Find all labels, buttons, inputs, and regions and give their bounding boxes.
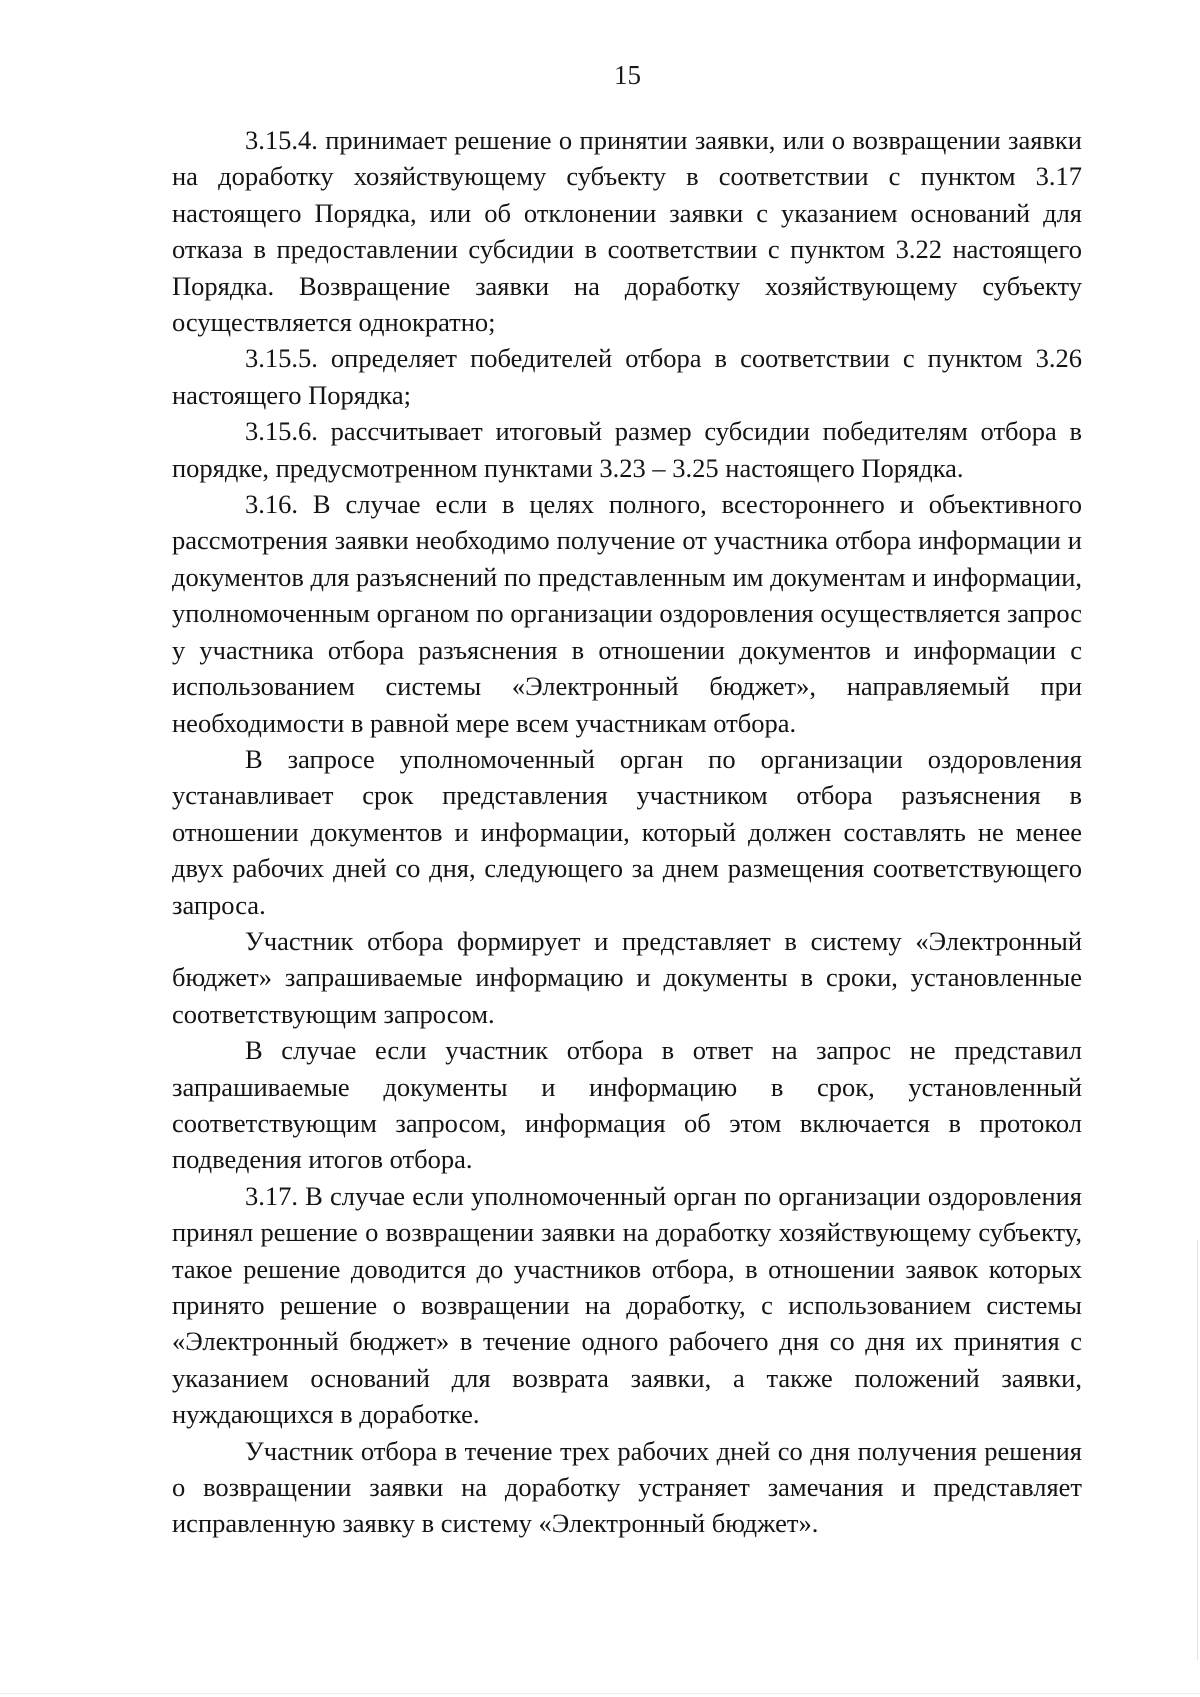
paragraph-no-response: В случае если участник отбора в ответ на запрос не представил запрашиваемые документы и информацию в срок, установленный соответствующим запросом, информация об этом включается в протокол подведения итогов отбора. <box>172 1035 1082 1175</box>
paragraph-3-15-4: 3.15.4. принимает решение о принятии заявки, или о возвращении заявки на доработку хозяйствующему субъекту в соответствии с пунктом 3.17 настоящего Порядка, или об отклонении заявки с указанием оснований для отказа в предоставлении субсидии в соответствии с пунктом 3.22 настоящего Порядка. Возвращение заявки на доработку хозяйствующему субъекту осуществляется однократно; <box>172 125 1082 338</box>
scan-edge-right <box>1197 1240 1198 1660</box>
paragraph-request-deadline: В запросе уполномоченный орган по организации оздоровления устанавливает срок представления участником отбора разъяснения в отношении документов и информации, который должен составлять не менее двух рабочих дней со дня, следующего за днем размещения соответствующего запроса. <box>172 743 1082 920</box>
paragraph-3-15-6: 3.15.6. рассчитывает итоговый размер субсидии победителям отбора в порядке, предусмотренном пунктами 3.23 – 3.25 настоящего Порядка. <box>172 416 1082 483</box>
document-body <box>172 122 1082 1542</box>
page-number: 15 <box>614 60 641 90</box>
paragraph-3-15-5: 3.15.5. определяет победителей отбора в соответствии с пунктом 3.26 настоящего Порядка; <box>172 343 1082 410</box>
paragraph-corrections: Участник отбора в течение трех рабочих дней со дня получения решения о возвращении заявки на доработку устраняет замечания и представляет исправленную заявку в систему «Электронный бюджет». <box>172 1435 1082 1539</box>
paragraph-participant-submits: Участник отбора формирует и представляет в систему «Электронный бюджет» запрашиваемые информацию и документы в сроки, установленные соответствующим запросом. <box>172 925 1082 1029</box>
paragraph-3-16: 3.16. В случае если в целях полного, всестороннего и объективного рассмотрения заявки необходимо получение от участника отбора информации и документов для разъяснений по представленным им документам и информации, уполномоченным органом по организации оздоровления осуществляется запрос у участника отбора разъяснения в отношении документов и информации с использованием системы «Электронный бюджет», направляемый при необходимости в равной мере всем участникам отбора. <box>172 489 1082 738</box>
paragraph-3-17: 3.17. В случае если уполномоченный орган по организации оздоровления принял решение о возвращении заявки на доработку хозяйствующему субъекту, такое решение доводится до участников отбора, в отношении заявок которых принято решение о возвращении на доработку, с использованием системы «Электронный бюджет» в течение одного рабочего дня со дня их принятия с указанием оснований для возврата заявки, а также положений заявки, нуждающихся в доработке. <box>172 1180 1082 1430</box>
scan-edge-bottom <box>0 1693 1200 1694</box>
